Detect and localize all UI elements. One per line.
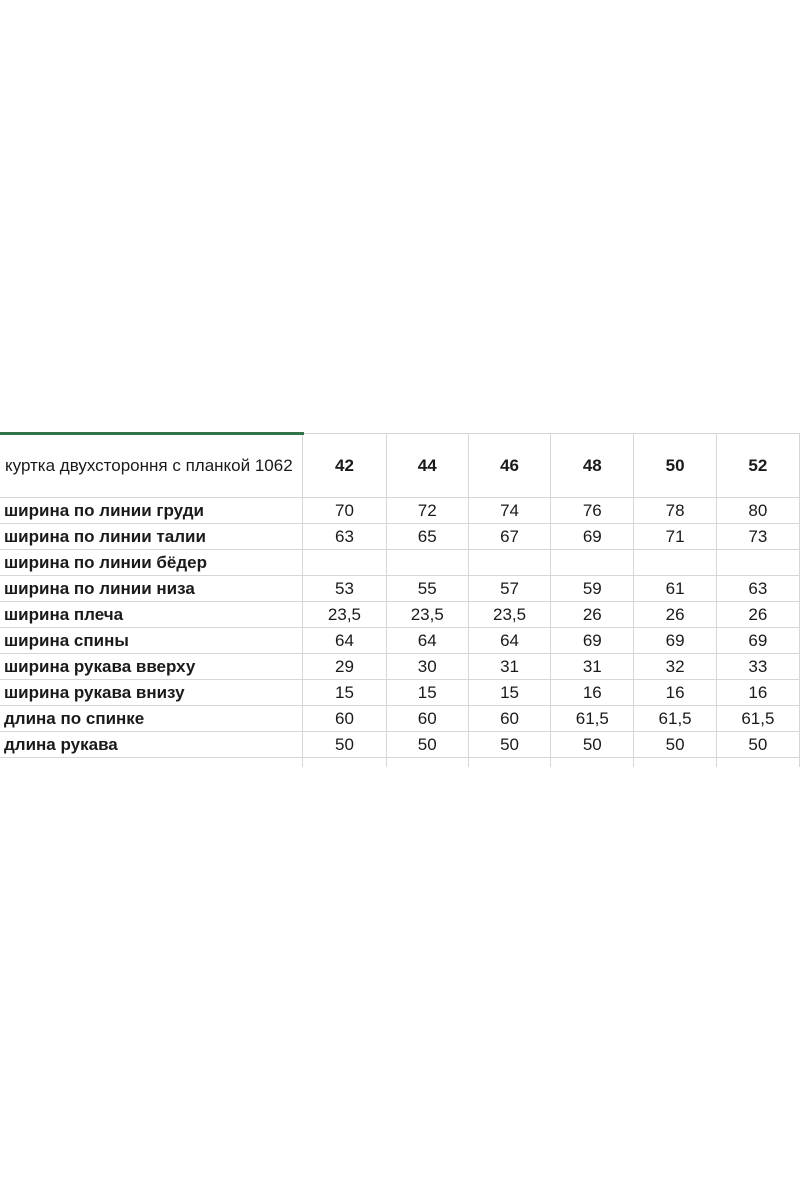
value-cell[interactable]: 71 xyxy=(634,524,716,550)
empty-cell[interactable] xyxy=(0,758,303,767)
selection-accent-line xyxy=(0,432,304,435)
value-cell[interactable]: 15 xyxy=(386,680,468,706)
value-cell[interactable]: 26 xyxy=(551,602,634,628)
row-label-cell[interactable]: ширина спины xyxy=(0,628,303,654)
value-cell[interactable]: 23,5 xyxy=(386,602,468,628)
value-cell[interactable]: 31 xyxy=(468,654,550,680)
row-label-cell[interactable]: ширина рукава внизу xyxy=(0,680,303,706)
value-cell[interactable]: 64 xyxy=(468,628,550,654)
row-label-cell[interactable]: ширина рукава вверху xyxy=(0,654,303,680)
empty-cell[interactable] xyxy=(716,758,799,767)
value-cell[interactable]: 64 xyxy=(386,628,468,654)
size-header-cell[interactable]: 48 xyxy=(551,434,634,498)
value-cell[interactable]: 15 xyxy=(303,680,386,706)
table-row xyxy=(0,576,800,602)
value-cell[interactable]: 63 xyxy=(303,524,386,550)
row-label-cell[interactable]: ширина по линии груди xyxy=(0,498,303,524)
value-cell[interactable]: 50 xyxy=(468,732,550,758)
value-cell[interactable]: 61,5 xyxy=(634,706,716,732)
value-cell[interactable] xyxy=(716,550,799,576)
value-cell[interactable]: 60 xyxy=(468,706,550,732)
size-header-cell[interactable]: 42 xyxy=(303,434,386,498)
empty-cell[interactable] xyxy=(303,758,386,767)
value-cell[interactable]: 73 xyxy=(716,524,799,550)
row-label-cell[interactable]: длина рукава xyxy=(0,732,303,758)
value-cell[interactable]: 69 xyxy=(551,524,634,550)
table-row xyxy=(0,628,800,654)
value-cell[interactable]: 60 xyxy=(303,706,386,732)
value-cell[interactable]: 50 xyxy=(634,732,716,758)
value-cell[interactable]: 69 xyxy=(551,628,634,654)
value-cell[interactable]: 69 xyxy=(716,628,799,654)
value-cell[interactable]: 60 xyxy=(386,706,468,732)
table-row xyxy=(0,680,800,706)
value-cell[interactable]: 50 xyxy=(386,732,468,758)
value-cell[interactable]: 15 xyxy=(468,680,550,706)
row-label-cell[interactable]: длина по спинке xyxy=(0,706,303,732)
value-cell[interactable]: 63 xyxy=(716,576,799,602)
row-label-cell[interactable]: ширина по линии низа xyxy=(0,576,303,602)
value-cell[interactable]: 23,5 xyxy=(468,602,550,628)
value-cell[interactable]: 74 xyxy=(468,498,550,524)
value-cell[interactable]: 50 xyxy=(716,732,799,758)
value-cell[interactable]: 30 xyxy=(386,654,468,680)
table-row xyxy=(0,498,800,524)
value-cell[interactable]: 64 xyxy=(303,628,386,654)
table-row xyxy=(0,550,800,576)
value-cell[interactable]: 80 xyxy=(716,498,799,524)
table-row xyxy=(0,706,800,732)
value-cell[interactable]: 78 xyxy=(634,498,716,524)
value-cell[interactable]: 67 xyxy=(468,524,550,550)
value-cell[interactable]: 32 xyxy=(634,654,716,680)
value-cell[interactable]: 50 xyxy=(551,732,634,758)
value-cell[interactable]: 59 xyxy=(551,576,634,602)
value-cell[interactable]: 16 xyxy=(716,680,799,706)
empty-cell[interactable] xyxy=(551,758,634,767)
value-cell[interactable]: 26 xyxy=(716,602,799,628)
size-chart-table xyxy=(0,433,800,767)
value-cell[interactable]: 72 xyxy=(386,498,468,524)
value-cell[interactable]: 23,5 xyxy=(303,602,386,628)
row-label-cell[interactable]: ширина по линии талии xyxy=(0,524,303,550)
value-cell[interactable] xyxy=(551,550,634,576)
value-cell[interactable]: 16 xyxy=(634,680,716,706)
row-label-cell[interactable]: ширина плеча xyxy=(0,602,303,628)
value-cell[interactable]: 33 xyxy=(716,654,799,680)
value-cell[interactable]: 16 xyxy=(551,680,634,706)
table-title-cell[interactable]: куртка двухстороння с планкой 1062 xyxy=(0,434,303,498)
value-cell[interactable]: 76 xyxy=(551,498,634,524)
size-header-cell[interactable]: 46 xyxy=(468,434,550,498)
value-cell[interactable]: 29 xyxy=(303,654,386,680)
table-row xyxy=(0,524,800,550)
value-cell[interactable] xyxy=(386,550,468,576)
size-header-cell[interactable]: 52 xyxy=(716,434,799,498)
size-header-cell[interactable]: 50 xyxy=(634,434,716,498)
value-cell[interactable]: 57 xyxy=(468,576,550,602)
value-cell[interactable]: 61,5 xyxy=(551,706,634,732)
empty-cell[interactable] xyxy=(386,758,468,767)
value-cell[interactable]: 70 xyxy=(303,498,386,524)
value-cell[interactable]: 31 xyxy=(551,654,634,680)
value-cell[interactable] xyxy=(634,550,716,576)
table-row xyxy=(0,654,800,680)
table-row xyxy=(0,602,800,628)
value-cell[interactable] xyxy=(468,550,550,576)
empty-cell[interactable] xyxy=(634,758,716,767)
value-cell[interactable]: 69 xyxy=(634,628,716,654)
value-cell[interactable]: 65 xyxy=(386,524,468,550)
value-cell[interactable]: 61,5 xyxy=(716,706,799,732)
value-cell[interactable]: 26 xyxy=(634,602,716,628)
value-cell[interactable]: 55 xyxy=(386,576,468,602)
value-cell[interactable]: 53 xyxy=(303,576,386,602)
value-cell[interactable] xyxy=(303,550,386,576)
empty-cell[interactable] xyxy=(468,758,550,767)
size-header-cell[interactable]: 44 xyxy=(386,434,468,498)
header-row xyxy=(0,434,800,498)
partial-next-row xyxy=(0,758,800,767)
row-label-cell[interactable]: ширина по линии бёдер xyxy=(0,550,303,576)
table-row xyxy=(0,732,800,758)
value-cell[interactable]: 61 xyxy=(634,576,716,602)
value-cell[interactable]: 50 xyxy=(303,732,386,758)
